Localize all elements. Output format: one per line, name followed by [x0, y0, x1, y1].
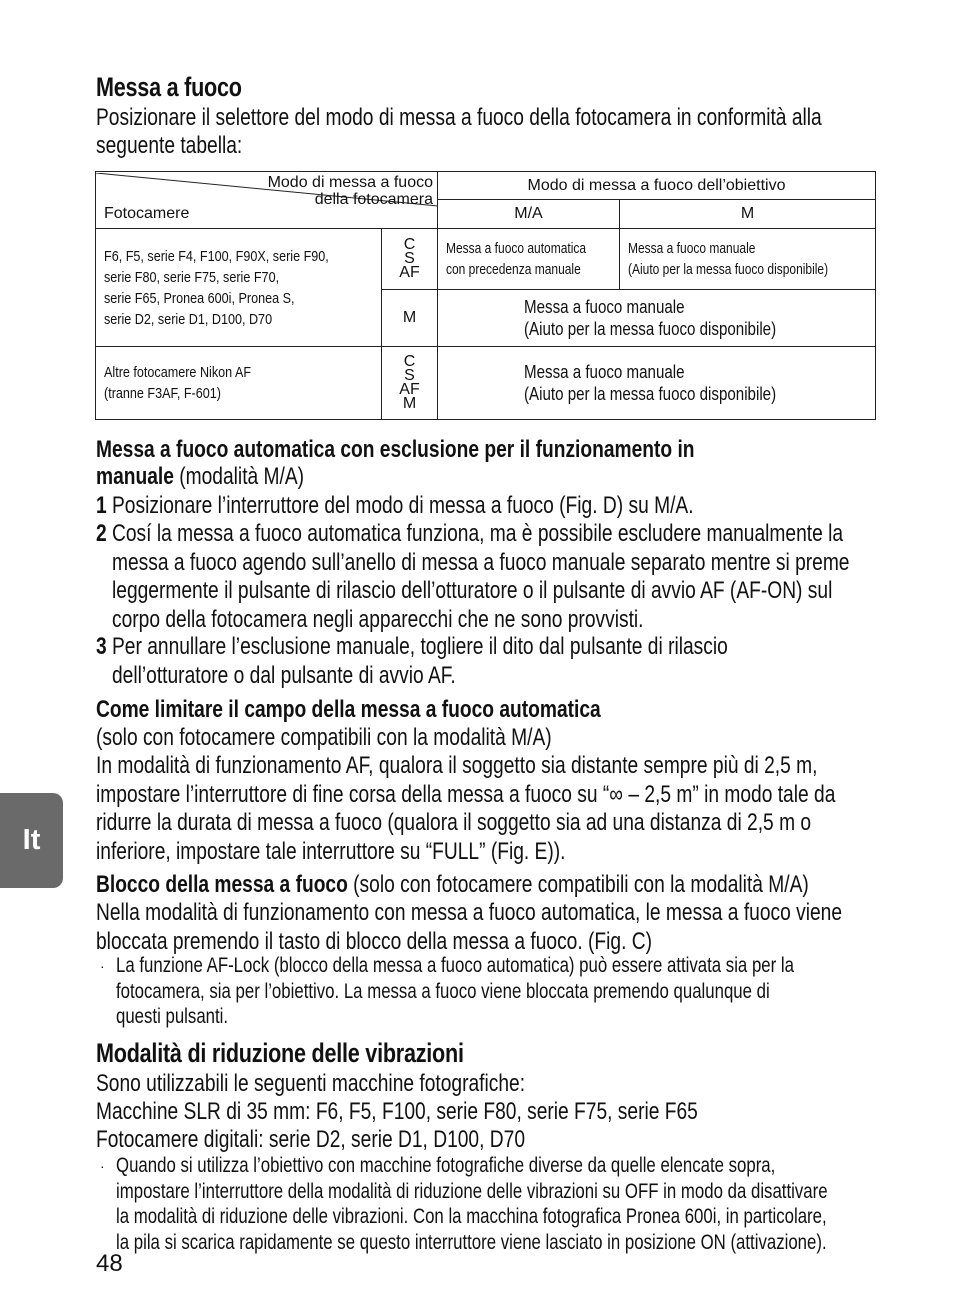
vr-note	[116, 1153, 828, 1255]
step-number: 3	[96, 633, 107, 660]
vr-intro: Sono utilizzabili le seguenti macchine fotografiche:	[96, 1070, 526, 1097]
row1b-line: (Aiuto per la messa fuoco disponibile)	[524, 319, 777, 339]
row1-m-line: (Aiuto per la messa fuoco disponibile)	[628, 261, 829, 278]
focus-lock-heading	[96, 871, 809, 900]
row2-modes	[382, 347, 438, 420]
note-line: la pila si scarica rapidamente se questo interruttore viene lasciato in posizione ON (attivazione).	[116, 1230, 827, 1254]
focus-mode-table	[95, 171, 876, 420]
row1-modes-a	[382, 229, 438, 290]
row1-ma-line: Messa a fuoco automatica	[446, 240, 587, 257]
slr-label: Macchine SLR di 35 mm:	[96, 1098, 311, 1125]
af-limit-subheading: (solo con fotocamere compatibili con la modalità M/A)	[96, 724, 552, 751]
mode-c: C	[403, 236, 416, 253]
language-tab: It	[0, 793, 63, 888]
slr-value: F6, F5, F100, serie F80, serie F75, serie F65	[310, 1098, 698, 1125]
note-line: impostare l’interruttore della modalità di riduzione delle vibrazioni su OFF in modo da disattivare	[116, 1179, 828, 1203]
step-number: 1	[96, 492, 107, 519]
step-number: 2	[96, 520, 107, 547]
table-corner-cell	[96, 172, 438, 229]
row1-mode-b: M	[382, 290, 438, 347]
body-line: bloccata premendo il tasto di blocco della messa a fuoco. (Fig. C)	[96, 927, 653, 955]
corner-bottom-label: Fotocamere	[104, 205, 190, 222]
row2-cameras	[96, 347, 382, 420]
af-limit-body	[96, 752, 835, 866]
row2-text-cell	[438, 347, 876, 420]
step-3	[96, 633, 728, 690]
mode-s: S	[404, 250, 415, 267]
corner-top-label-2: della fotocamera	[314, 191, 433, 208]
mode-s: S	[404, 367, 415, 384]
digital-label: Fotocamere digitali:	[96, 1126, 264, 1153]
row1-camera-line: F6, F5, serie F4, F100, F90X, serie F90,	[104, 247, 329, 265]
digital-value: serie D2, serie D1, D100, D70	[263, 1126, 525, 1153]
intro-line-1: Posizionare il selettore del modo di messa a fuoco della fotocamera in conformità alla	[96, 104, 822, 131]
intro-line-2: seguente tabella:	[96, 132, 243, 159]
body-line: ridurre la durata di messa a fuoco (qualora il soggetto sia ad una distanza di 2,5 m o	[96, 809, 812, 836]
row1-camera-line: serie F80, serie F75, serie F70,	[104, 268, 280, 286]
mode-af: AF	[399, 264, 420, 281]
step-text: corpo della fotocamera negli apparecchi che ne sono provvisti.	[112, 605, 644, 633]
vr-digital-line	[96, 1126, 525, 1155]
step-2	[96, 520, 849, 634]
step-text: Cosí la messa a fuoco automatica funziona, ma è possibile escludere manualmente la	[112, 520, 844, 547]
row1-camera-line: serie F65, Pronea 600i, Pronea S,	[104, 289, 295, 307]
heading-bold: manuale	[96, 463, 174, 490]
row1-m-line: Messa a fuoco manuale	[628, 240, 756, 257]
heading-bold: Blocco della messa a fuoco	[96, 871, 348, 898]
bullet-dot: ·	[100, 1158, 105, 1174]
heading-normal: (modalità M/A)	[173, 463, 305, 490]
corner-top-label: Modo di messa a fuoco	[267, 174, 433, 191]
row2-camera-line: Altre fotocamere Nikon AF	[104, 364, 252, 381]
bullet-dot: ·	[100, 958, 105, 974]
step-text: messa a fuoco agendo sull’anello di messa a fuoco manuale separato mentre si preme	[112, 548, 850, 576]
heading-normal: (solo con fotocamere compatibili con la modalità M/A)	[347, 871, 809, 898]
body-line: In modalità di funzionamento AF, qualora il soggetto sia distante sempre più di 2,5 m,	[96, 752, 818, 779]
ma-override-heading-2	[96, 463, 304, 492]
row1-cameras	[96, 229, 382, 347]
row2-line: (Aiuto per la messa fuoco disponibile)	[524, 384, 777, 404]
step-text: Per annullare l’esclusione manuale, togliere il dito dal pulsante di rilascio	[112, 633, 728, 660]
row1b-line: Messa a fuoco manuale	[524, 297, 685, 317]
row1-m-cell	[620, 229, 876, 290]
row2-camera-line: (tranne F3AF, F-601)	[104, 385, 221, 402]
note-line: La funzione AF-Lock (blocco della messa a fuoco automatica) può essere attivata sia per la	[116, 954, 794, 977]
focus-lock-body	[96, 899, 842, 956]
step-text: leggermente il pulsante di rilascio dell’otturatore o il pulsante di avvio AF (AF-ON) sul	[112, 577, 833, 604]
lens-mode-header: Modo di messa a fuoco dell’obiettivo	[438, 172, 876, 200]
note-line: la modalità di riduzione delle vibrazioni. Con la macchina fotografica Pronea 600i, in particolare,	[116, 1205, 827, 1228]
focus-lock-note	[116, 953, 794, 1030]
mode-c: C	[403, 353, 416, 370]
section-title-vr: Modalità di riduzione delle vibrazioni	[96, 1038, 464, 1068]
row1-camera-line: serie D2, serie D1, D100, D70	[104, 310, 273, 328]
mode-af: AF	[399, 381, 420, 398]
row2-line: Messa a fuoco manuale	[524, 362, 685, 382]
mode-m: M	[402, 395, 417, 412]
ma-override-heading: Messa a fuoco automatica con esclusione per il funzionamento in	[96, 436, 695, 463]
row1b-text-cell	[438, 290, 876, 347]
page-number: 48	[96, 1250, 123, 1277]
af-limit-heading: Come limitare il campo della messa a fuoco automatica	[96, 696, 601, 723]
body-line: inferiore, impostare tale interruttore su “FULL” (Fig. E)).	[96, 837, 566, 865]
step-1	[96, 492, 694, 521]
note-line: Quando si utilizza l’obiettivo con macchine fotografiche diverse da quelle elencate sopra,	[116, 1154, 776, 1177]
vr-slr-line	[96, 1098, 698, 1127]
col-header-ma: M/A	[438, 200, 620, 229]
col-header-m: M	[620, 200, 876, 229]
row1-ma-cell	[438, 229, 620, 290]
step-text: Posizionare l’interruttore del modo di messa a fuoco (Fig. D) su M/A.	[112, 492, 694, 519]
row1-ma-line: con precedenza manuale	[446, 261, 581, 278]
section-title-focus: Messa a fuoco	[96, 72, 242, 102]
note-line: questi pulsanti.	[116, 1005, 229, 1028]
body-line: impostare l’interruttore di fine corsa della messa a fuoco su “∞ – 2,5 m” in modo tale da	[96, 780, 836, 808]
body-line: Nella modalità di funzionamento con messa a fuoco automatica, le messa a fuoco viene	[96, 899, 843, 926]
step-text: dell’otturatore o dal pulsante di avvio AF.	[112, 661, 456, 689]
note-line: fotocamera, sia per l’obiettivo. La messa a fuoco viene bloccata premendo qualunque di	[116, 979, 770, 1003]
